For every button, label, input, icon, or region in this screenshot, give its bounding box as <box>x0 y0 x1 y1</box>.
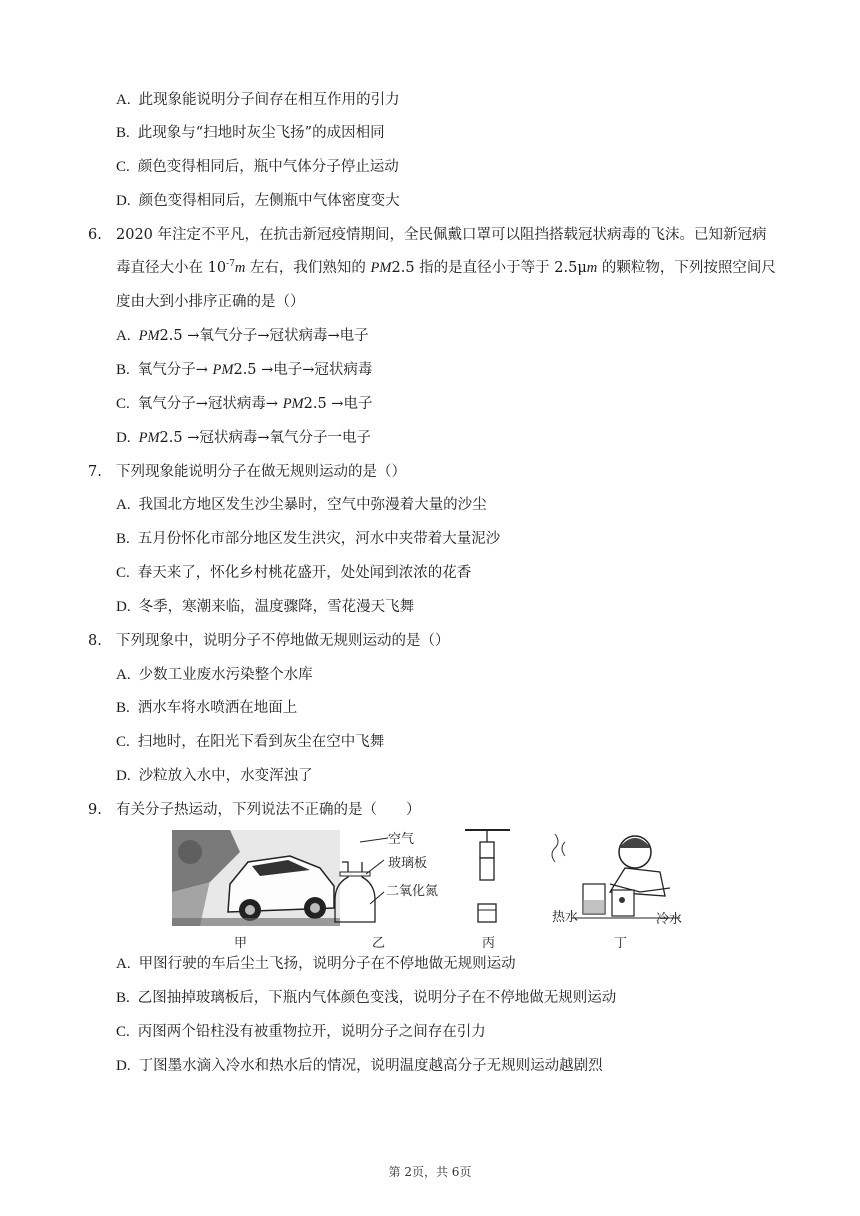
q8-stem: 下列现象中，说明分子不停地做无规则运动的是（） <box>116 633 450 649</box>
lead-cylinders-illustration <box>465 830 510 922</box>
label-air: 空气 <box>388 832 415 847</box>
q5-option-b: B. 此现象与“扫地时灰尘飞扬”的成因相同 <box>116 125 385 141</box>
q9-stem: 有关分子热运动，下列说法不正确的是（ ） <box>116 802 421 818</box>
q5-option-a: A. 此现象能说明分子间存在相互作用的引力 <box>116 92 400 108</box>
q7-stem: 下列现象能说明分子在做无规则运动的是（） <box>116 464 406 480</box>
q9-number: 9. <box>88 802 102 818</box>
q8-option-b: B. 洒水车将水喷洒在地面上 <box>116 700 298 716</box>
q6-option-b: B. 氧气分子→ PM2.5 →电子→冠状病毒 <box>116 362 373 378</box>
label-no2: 二氧化氮 <box>386 884 439 899</box>
q5-option-d: D. 颜色变得相同后，左侧瓶中气体密度变大 <box>116 193 400 209</box>
q9-figure <box>170 822 705 930</box>
label-glass-plate: 玻璃板 <box>388 856 428 871</box>
label-cold-water: 冷水 <box>656 912 683 927</box>
gas-bottle-illustration <box>335 838 388 922</box>
q8-option-d: D. 沙粒放入水中，水变浑浊了 <box>116 768 313 784</box>
page-footer: 第 2页，共 6页 <box>388 1165 472 1179</box>
q7-option-b: B. 五月份怀化市部分地区发生洪灾，河水中夹带着大量泥沙 <box>116 531 501 547</box>
q6-option-c: C. 氧气分子→冠状病毒→ PM2.5 →电子 <box>116 396 373 412</box>
q8-option-a: A. 少数工业废水污染整个水库 <box>116 667 313 683</box>
q7-option-c: C. 春天来了，怀化乡村桃花盛开，处处闻到浓浓的花香 <box>116 565 472 581</box>
q6-number: 6. <box>88 227 102 243</box>
label-bing: 丙 <box>482 936 496 951</box>
label-yi: 乙 <box>372 936 386 951</box>
car-illustration <box>172 830 340 926</box>
q9-option-b: B. 乙图抽掉玻璃板后，下瓶内气体颜色变浅，说明分子在不停地做无规则运动 <box>116 990 617 1006</box>
q6-stem-line1: 2020 年注定不平凡，在抗击新冠疫情期间，全民佩戴口罩可以阻挡搭载冠状病毒的飞沫。已知新冠病 <box>116 227 767 243</box>
q7-number: 7. <box>88 464 102 480</box>
q9-option-c: C. 丙图两个铅柱没有被重物拉开，说明分子之间存在引力 <box>116 1024 486 1040</box>
label-jia: 甲 <box>234 936 248 951</box>
q9-figure-drawing <box>170 822 705 930</box>
q6-option-a: A. PM2.5 →氧气分子→冠状病毒→电子 <box>116 328 369 344</box>
q7-option-d: D. 冬季，寒潮来临，温度骤降，雪花漫天飞舞 <box>116 599 415 615</box>
label-hot-water: 热水 <box>552 910 579 925</box>
q6-stem-line3: 度由大到小排序正确的是（） <box>116 294 305 310</box>
q8-option-c: C. 扫地时，在阳光下看到灰尘在空中飞舞 <box>116 734 385 750</box>
q6-option-d: D. PM2.5 →冠状病毒→氧气分子一电子 <box>116 430 371 446</box>
q6-stem-line2: 毒直径大小在 $10^{-7}m$ 左右，我们熟知的 PM2.5 指的是直径小于等于 2.5μm 的颗粒物，下列按照空间尺 <box>116 259 776 276</box>
q5-option-c: C. 颜色变得相同后，瓶中气体分子停止运动 <box>116 159 399 175</box>
q9-option-d: D. 丁图墨水滴入冷水和热水后的情况，说明温度越高分子无规则运动越剧烈 <box>116 1058 603 1074</box>
q7-option-a: A. 我国北方地区发生沙尘暴时，空气中弥漫着大量的沙尘 <box>116 497 487 513</box>
q9-option-a: A. 甲图行驶的车后尘土飞扬，说明分子在不停地做无规则运动 <box>116 956 516 972</box>
label-ding: 丁 <box>614 936 628 951</box>
q8-number: 8. <box>88 633 102 649</box>
